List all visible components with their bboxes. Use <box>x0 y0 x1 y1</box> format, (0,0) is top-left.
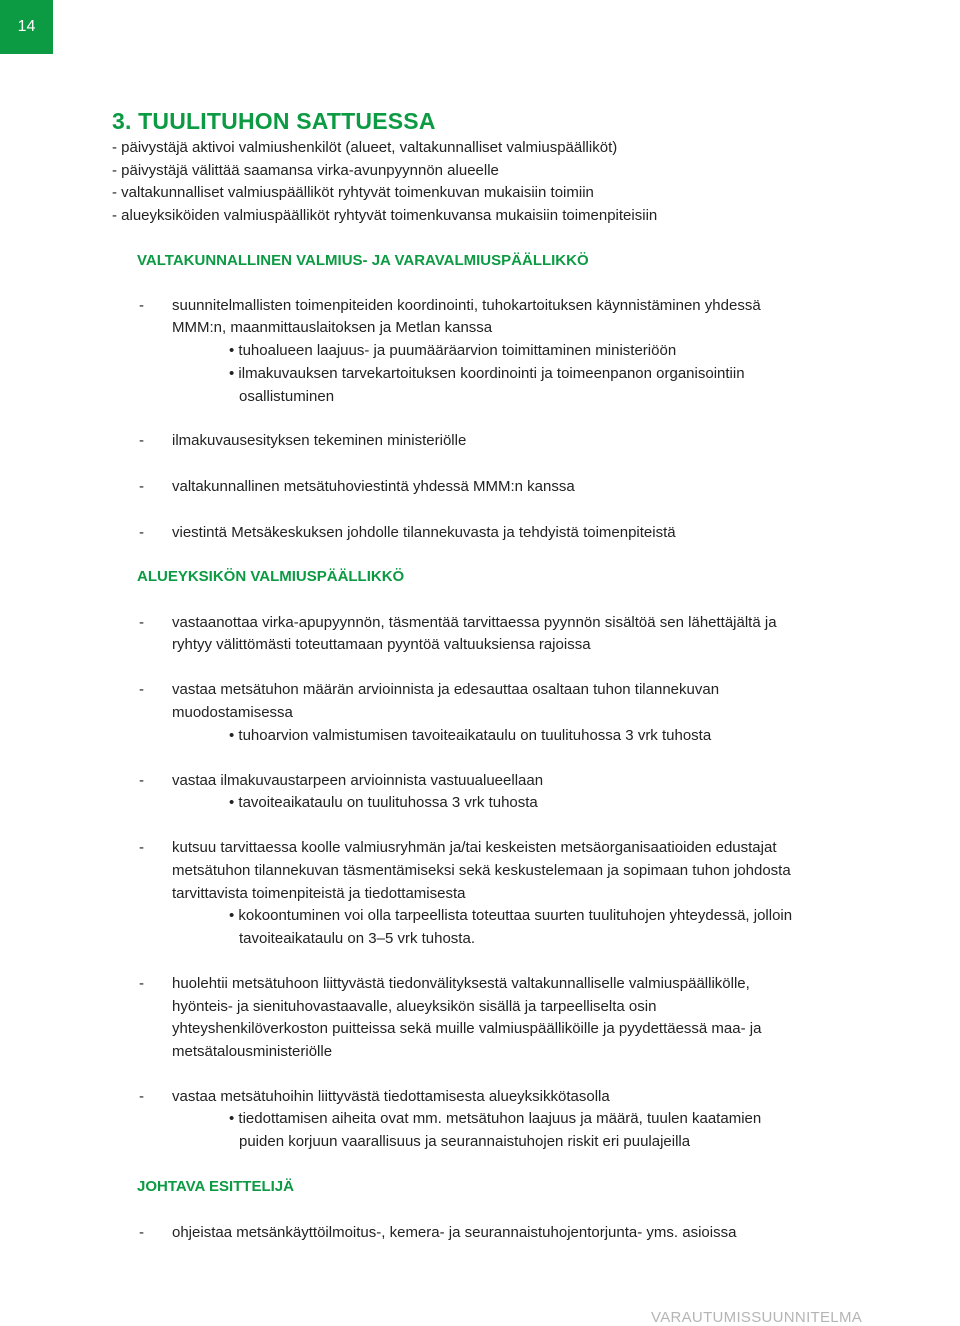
list-item-text: muodostamisessa <box>172 704 293 721</box>
list-item-text: MMM:n, maanmittauslaitoksen ja Metlan kanssa <box>172 319 493 336</box>
list-dash: - <box>139 975 144 992</box>
list-dash: - <box>139 1224 144 1241</box>
list-item-text: vastaanottaa virka-apupyynnön, täsmentää tarvittaessa pyynnön sisältöä sen lähettäjältä ja <box>172 614 777 631</box>
bullet-item-text: puiden korjuun vaarallisuus ja seurannaistuhojen riskit eri puulajeilla <box>239 1133 691 1150</box>
list-item-text: viestintä Metsäkeskuksen johdolle tilannekuvasta ja tehdyistä toimenpiteistä <box>172 524 676 541</box>
bullet-item: • tiedottamisen aiheita ovat mm. metsätuhon laajuus ja määrä, tuulen kaatamien <box>229 1110 762 1127</box>
list-item-text: metsätuhon tilannekuvan täsmentämiseksi sekä keskustelemaan ja sopimaan tuhon johdosta <box>172 862 791 879</box>
list-dash: - <box>139 478 144 495</box>
list-item-text: ilmakuvausesityksen tekeminen ministeriölle <box>172 432 467 449</box>
list-dash: - <box>139 297 144 314</box>
bullet-item: • kokoontuminen voi olla tarpeellista toteuttaa suurten tuulituhojen yhteydessä, jolloin <box>229 907 793 924</box>
list-item-text: metsätalousministeriölle <box>172 1043 333 1060</box>
bullet-item: • ilmakuvauksen tarvekartoituksen koordinointi ja toimeenpanon organisointiin <box>229 365 745 382</box>
bullet-item-text: osallistuminen <box>239 388 335 405</box>
list-item-text: vastaa ilmakuvaustarpeen arvioinnista vastuualueellaan <box>172 772 544 789</box>
list-dash: - <box>139 772 144 789</box>
list-item-text: kutsuu tarvittaessa koolle valmiusryhmän ja/tai keskeisten metsäorganisaatioiden edustajat <box>172 839 777 856</box>
list-dash: - <box>139 432 144 449</box>
footer-label: VARAUTUMISSUUNNITELMA <box>651 1309 863 1326</box>
list-item-text: vastaa metsätuhon määrän arvioinnista ja edesauttaa osaltaan tuhon tilannekuvan <box>172 681 720 698</box>
intro-item: - valtakunnalliset valmiuspäälliköt ryhtyvät toimenkuvan mukaisiin toimiin <box>112 184 594 201</box>
list-item-text: suunnitelmallisten toimenpiteiden koordinointi, tuhokartoituksen käynnistäminen yhdessä <box>172 297 761 314</box>
list-item-text: ryhtyy välittömästi toteuttamaan pyyntöä valtuuksiensa rajoissa <box>172 636 591 653</box>
bullet-item: • tuhoalueen laajuus- ja puumääräarvion toimittaminen ministeriöön <box>229 342 677 359</box>
list-dash: - <box>139 524 144 541</box>
list-item-text: tarvittavista toimenpiteistä ja tiedottamisesta <box>172 885 466 902</box>
bullet-item-text: tavoiteaikataulu on 3–5 vrk tuhosta. <box>239 930 475 947</box>
list-item-text: yhteyshenkilöverkoston puitteissa sekä muille valmiuspäälliköille ja pyydettäessä maa- ja <box>172 1020 762 1037</box>
list-dash: - <box>139 839 144 856</box>
section-heading: VALTAKUNNALLINEN VALMIUS- JA VARAVALMIUSPÄÄLLIKKÖ <box>137 252 589 269</box>
section-heading: JOHTAVA ESITTELIJÄ <box>137 1178 294 1195</box>
list-item-text: valtakunnallinen metsätuhoviestintä yhdessä MMM:n kanssa <box>172 478 575 495</box>
intro-item: - päivystäjä aktivoi valmiushenkilöt (alueet, valtakunnalliset valmiuspäälliköt) <box>112 139 618 156</box>
bullet-item: • tuhoarvion valmistumisen tavoiteaikataulu on tuulituhossa 3 vrk tuhosta <box>229 727 712 744</box>
page-title: 3. TUULITUHON SATTUESSA <box>112 108 436 134</box>
list-dash: - <box>139 681 144 698</box>
section-heading: ALUEYKSIKÖN VALMIUSPÄÄLLIKKÖ <box>137 568 405 585</box>
list-dash: - <box>139 1088 144 1105</box>
intro-item: - päivystäjä välittää saamansa virka-avunpyynnön alueelle <box>112 162 499 179</box>
list-item-text: hyönteis- ja sienituhovastaavalle, alueyksikön sisällä ja tarpeelliselta osin <box>172 998 657 1015</box>
bullet-item: • tavoiteaikataulu on tuulituhossa 3 vrk tuhosta <box>229 794 538 811</box>
intro-item: - alueyksiköiden valmiuspäälliköt ryhtyvät toimenkuvansa mukaisiin toimenpiteisiin <box>112 207 658 224</box>
list-item-text: huolehtii metsätuhoon liittyvästä tiedonvälityksestä valtakunnalliselle valmiuspäällikölle, <box>172 975 750 992</box>
list-item-text: vastaa metsätuhoihin liittyvästä tiedottamisesta alueyksikkötasolla <box>172 1088 610 1105</box>
list-dash: - <box>139 614 144 631</box>
list-item-text: ohjeistaa metsänkäyttöilmoitus-, kemera- ja seurannaistuhojentorjunta- yms. asioissa <box>172 1224 737 1241</box>
page-number: 14 <box>0 0 53 54</box>
